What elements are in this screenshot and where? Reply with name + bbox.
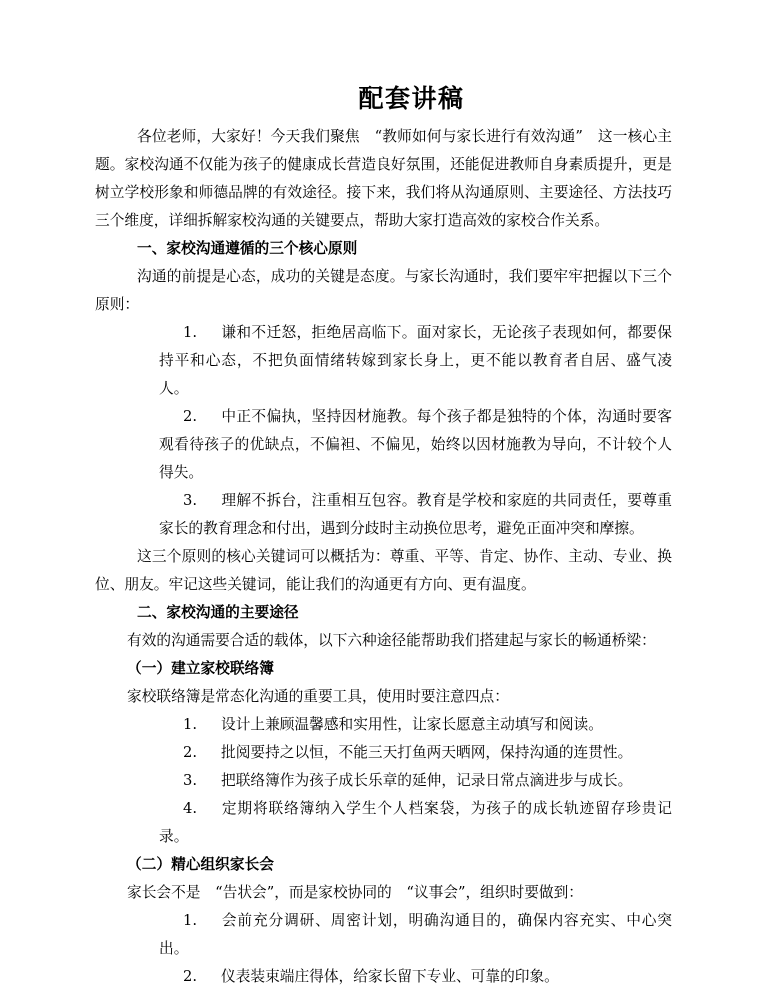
item-text: 理解不拆台，注重相互包容。教育是学校和家庭的共同责任，要尊重家长的教育理念和付出，遇到分歧时主动换位思考，避免正面冲突和摩擦。 [159, 492, 672, 537]
contact-book-item-3 [159, 767, 672, 795]
item-number: 1. [183, 912, 198, 929]
principle-item-3 [159, 487, 672, 543]
channels-lead: 有效的沟通需要合适的载体，以下六种途径能帮助我们搭建起与家长的畅通桥梁： [127, 632, 656, 649]
parent-meeting-lead: 家长会不是 “告状会”，而是家校协同的 “议事会”，组织时要做到： [127, 884, 583, 901]
intro-paragraph: 各位老师，大家好！今天我们聚焦 “教师如何与家长进行有效沟通” 这一核心主题。家校沟通不仅能为孩子的健康成长营造良好氛围，还能促进教师自身素质提升，更是树立学校形象和师德品牌的有效途径。接下来，我们将从沟通原则、主要途径、方法技巧三个维度，详细拆解家校沟通的关键要点，帮助大家打造高效的家校合作关系。 [95, 128, 672, 229]
parent-meeting-item-1 [159, 907, 672, 963]
item-text: 定期将联络簿纳入学生个人档案袋，为孩子的成长轨迹留存珍贵记录。 [159, 800, 672, 845]
subsection-heading-contact-book: （一）建立家校联络簿 [127, 660, 274, 677]
contact-book-lead: 家校联络簿是常态化沟通的重要工具，使用时要注意四点： [127, 688, 509, 705]
item-text: 会前充分调研、周密计划，明确沟通目的，确保内容充实、中心突出。 [159, 912, 672, 957]
item-text: 仪表装束端庄得体，给家长留下专业、可靠的印象。 [221, 968, 559, 985]
item-number: 1. [183, 716, 198, 733]
principles-closing: 这三个原则的核心关键词可以概括为：尊重、平等、肯定、协作、主动、专业、换位、朋友。牢记这些关键词，能让我们的沟通更有方向、更有温度。 [95, 548, 672, 593]
item-text: 谦和不迁怒，拒绝居高临下。面对家长，无论孩子表现如何，都要保持平和心态，不把负面情绪转嫁到家长身上，更不能以教育者自居、盛气凌人。 [159, 324, 672, 397]
item-number: 3. [183, 772, 198, 789]
item-text: 中正不偏执，坚持因材施教。每个孩子都是独特的个体，沟通时要客观看待孩子的优缺点，不偏袒、不偏见，始终以因材施教为导向，不计较个人得失。 [159, 408, 672, 481]
item-text: 设计上兼顾温馨感和实用性，让家长愿意主动填写和阅读。 [221, 716, 603, 733]
principles-lead: 沟通的前提是心态，成功的关键是态度。与家长沟通时，我们要牢牢把握以下三个原则： [95, 268, 672, 313]
section-heading-principles: 一、家校沟通遵循的三个核心原则 [137, 240, 358, 257]
contact-book-item-2 [159, 739, 672, 767]
subsection-heading-parent-meeting: （二）精心组织家长会 [127, 856, 274, 873]
contact-book-item-1 [159, 711, 672, 739]
item-number: 1. [183, 324, 198, 341]
item-number: 3. [183, 492, 198, 509]
item-text: 把联络簿作为孩子成长乐章的延伸，记录日常点滴进步与成长。 [221, 772, 633, 789]
item-number: 2. [183, 408, 198, 425]
document-title: 配套讲稿 [358, 84, 465, 113]
item-number: 2. [183, 744, 198, 761]
item-number: 2. [183, 968, 198, 985]
parent-meeting-item-2 [159, 963, 672, 991]
section-heading-channels: 二、家校沟通的主要途径 [137, 604, 299, 621]
item-number: 4. [183, 800, 198, 817]
principle-item-2 [159, 403, 672, 487]
principle-item-1 [159, 319, 672, 403]
contact-book-item-4 [159, 795, 672, 851]
item-text: 批阅要持之以恒，不能三天打鱼两天晒网，保持沟通的连贯性。 [221, 744, 633, 761]
